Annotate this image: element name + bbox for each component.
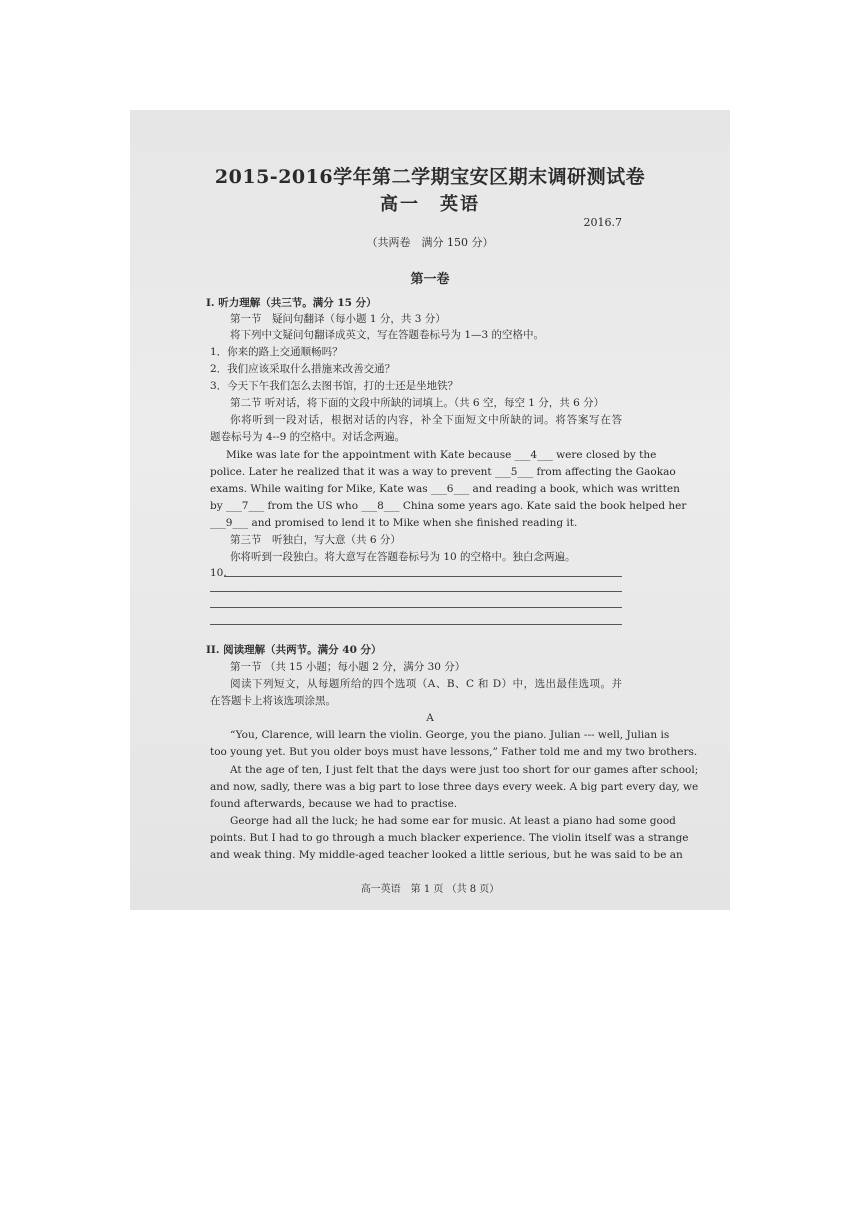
part2-instruction-line1: 阅读下列短文，从每题所给的四个选项（A、B、C 和 D）中，选出最佳选项。并 [230,678,622,690]
passage-a-line-4: and now, sadly, there was a big part to lose three days every week. A big part every day, we [210,781,699,793]
question-2: 2．我们应该采取什么措施来改善交通？ [210,363,396,375]
answer-line-3 [210,607,622,608]
passage-a-line-6: George had all the luck; he had some ear for music. At least a piano had some good [230,815,676,827]
photographed-page [130,110,730,910]
passage-a-line-2: too young yet. But you older boys must have lessons,” Father told me and my two brothers. [210,746,698,758]
part1-sec2-instruction-line1: 你将听到一段对话，根据对话的内容，补全下面短文中所缺的词。将答案写在答 [230,414,622,426]
dialogue-passage-line-5: ___9___ and promised to lend it to Mike when she finished reading it. [210,517,578,529]
question-1: 1．你来的路上交通顺畅吗？ [210,346,343,358]
page-footer: 高一英语 第 1 页 （共 8 页） [360,884,500,895]
part1-heading: I. 听力理解（共三节。满分 15 分） [206,297,377,309]
passage-a-label: A [426,712,434,724]
part1-sec2-instruction-line2: 题卷标号为 4--9 的空格中。对话念两遍。 [210,431,406,443]
part2-sec1-title: 第一节 （共 15 小题；每小题 2 分，满分 30 分） [230,661,466,673]
exam-date: 2016.7 [583,216,622,229]
part1-sec1-title: 第一节 疑问句翻译（每小题 1 分，共 3 分） [230,313,446,325]
question-3: 3．今天下午我们怎么去图书馆，打的士还是坐地铁？ [210,380,459,392]
passage-a-line-5: found afterwards, because we had to practise. [210,798,458,810]
dialogue-passage-line-1: Mike was late for the appointment with Kate because ___4___ were closed by the [226,449,657,461]
answer-line-4 [210,624,622,625]
exam-subtitle: 高一 英语 [380,194,480,215]
passage-a-line-7: points. But I had to go through a much blacker experience. The violin itself was a strange [210,832,689,844]
exam-title: 2015-2016学年第二学期宝安区期末调研测试卷 [214,166,646,188]
dialogue-passage-line-2: police. Later he realized that it was a way to prevent ___5___ from affecting the Gaokao [210,466,676,478]
part1-sec2-title: 第二节 听对话，将下面的文段中所缺的词填上。（共 6 空，每空 1 分，共 6 分） [230,397,605,409]
part2-heading: II. 阅读理解（共两节。满分 40 分） [206,644,382,656]
part1-sec3-title: 第三节 听独白，写大意（共 6 分） [230,534,401,546]
exam-page [130,110,730,910]
answer-line-1 [224,576,622,577]
passage-a-line-1: “You, Clarence, will learn the violin. George, you the piano. Julian --- well, Julian is [230,729,670,741]
dialogue-passage-line-3: exams. While waiting for Mike, Kate was ___6___ and reading a book, which was written [210,483,680,495]
passage-a-line-8: and weak thing. My middle-aged teacher looked a little serious, but he was said to be an [210,849,683,861]
part2-instruction-line2: 在答题卡上将该选项涂黑。 [210,695,336,707]
part1-sec1-instruction: 将下列中文疑问句翻译成英文，写在答题卷标号为 1—3 的空格中。 [230,329,545,341]
dialogue-passage-line-4: by ___7___ from the US who ___8___ China some years ago. Kate said the book helped her [210,500,687,512]
passage-a-line-3: At the age of ten, I just felt that the days were just too short for our games after school; [230,764,699,776]
part1-sec3-instruction: 你将听到一段独白。将大意写在答题卷标号为 10 的空格中。独白念两遍。 [230,551,576,563]
score-note: （共两卷 满分 150 分） [366,236,494,249]
answer-line-2 [210,591,622,592]
volume-heading: 第一卷 [410,272,450,287]
question-10-label: 10. [210,567,227,579]
